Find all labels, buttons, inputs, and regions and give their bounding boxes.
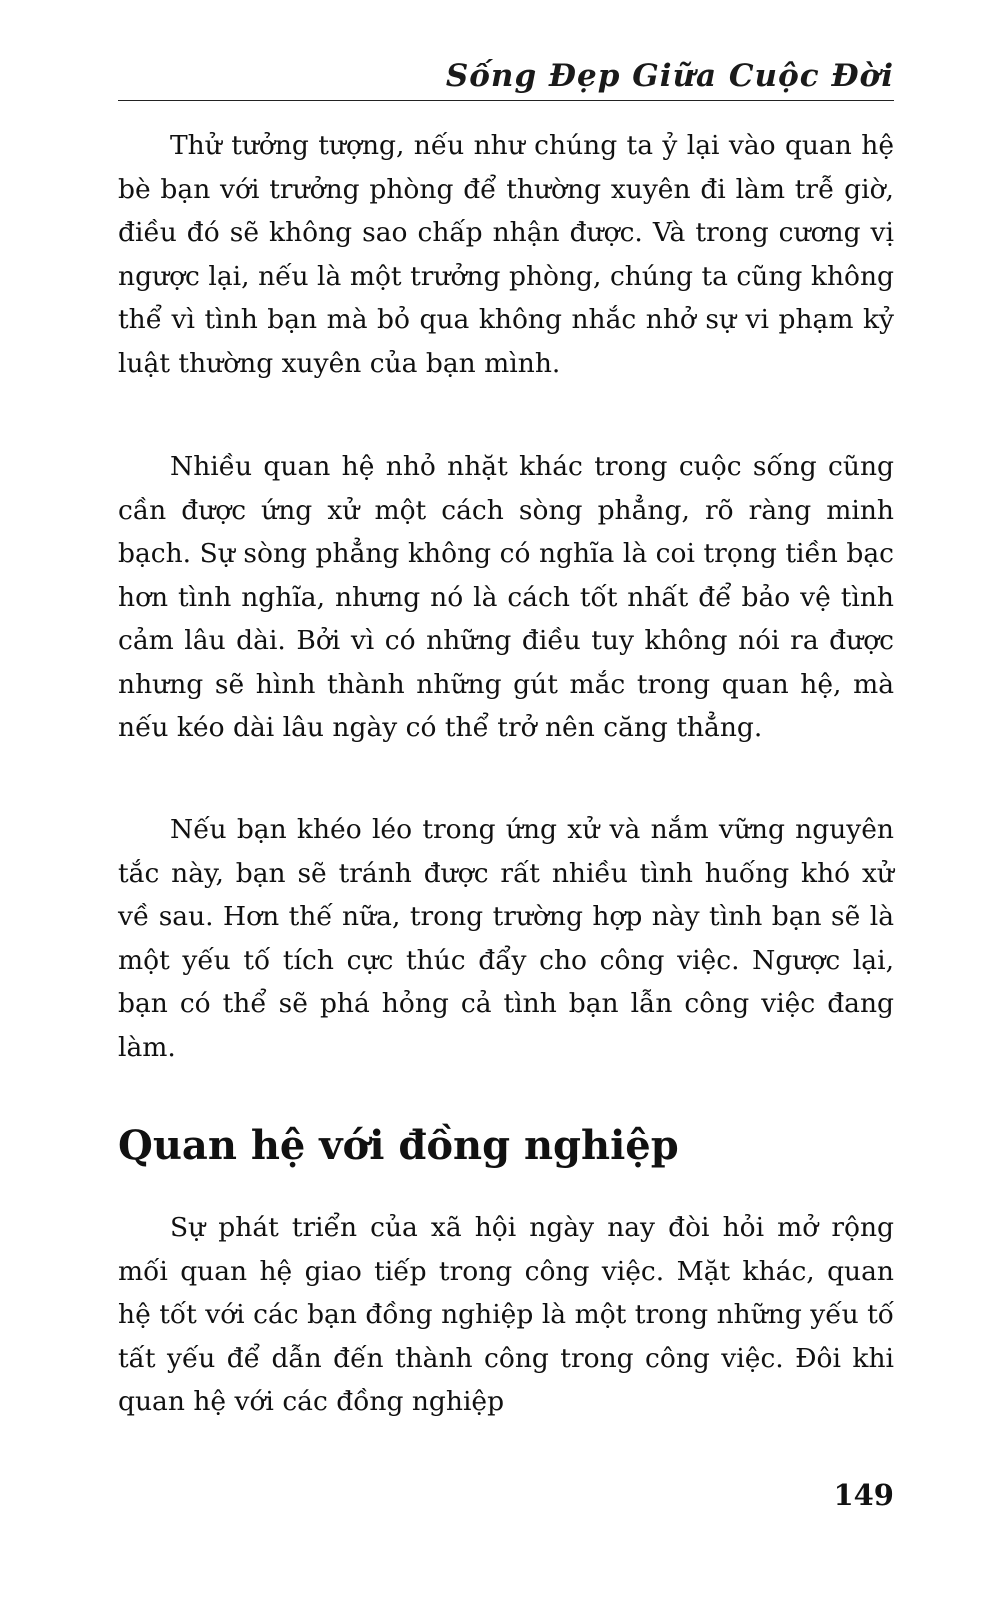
section-heading: Quan hệ với đồng nghiệp — [118, 1122, 679, 1169]
section-paragraph: Sự phát triển của xã hội ngày nay đòi hỏi mở rộng mối quan hệ giao tiếp trong công việc. Mặt khác, quan hệ tốt với các bạn đồng nghiệp là một trong những yếu tố tất yếu để dẫn đến thành công trong công việc. Đôi khi quan hệ với các đồng nghiệp — [118, 1212, 894, 1417]
paragraph-2: Nhiều quan hệ nhỏ nhặt khác trong cuộc sống cũng cần được ứng xử một cách sòng phẳng, rõ ràng minh bạch. Sự sòng phẳng không có nghĩa là coi trọng tiền bạc hơn tình nghĩa, nhưng nó là cách tốt nhất để bảo vệ tình cảm lâu dài. Bởi vì có những điều tuy không nói ra được nhưng sẽ hình thành những gút mắc trong quan hệ, mà nếu kéo dài lâu ngày có thể trở nên căng thẳng. — [118, 451, 894, 743]
running-header-title: Sống Đẹp Giữa Cuộc Đời — [445, 58, 894, 94]
page-number: 149 — [833, 1478, 894, 1512]
paragraph-1: Thử tưởng tượng, nếu như chúng ta ỷ lại vào quan hệ bè bạn với trưởng phòng để thường xuyên đi làm trễ giờ, điều đó sẽ không sao chấp nhận được. Và trong cương vị ngược lại, nếu là một trưởng phòng, chúng ta cũng không thể vì tình bạn mà bỏ qua không nhắc nhở sự vi phạm kỷ luật thường xuyên của bạn mình. — [118, 130, 894, 379]
header-divider — [118, 100, 894, 101]
paragraph-3: Nếu bạn khéo léo trong ứng xử và nắm vững nguyên tắc này, bạn sẽ tránh được rất nhiều tình huống khó xử về sau. Hơn thế nữa, trong trường hợp này tình bạn sẽ là một yếu tố tích cực thúc đẩy cho công việc. Ngược lại, bạn có thể sẽ phá hỏng cả tình bạn lẫn công việc đang làm. — [118, 814, 894, 1063]
